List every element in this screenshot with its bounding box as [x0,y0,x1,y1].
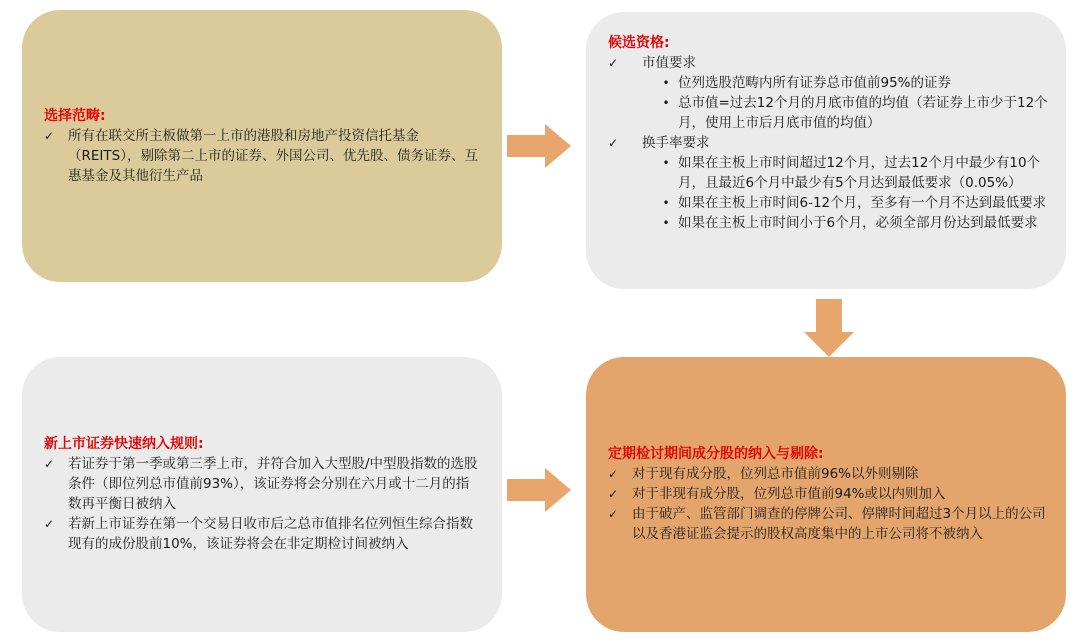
mv-bullet [608,93,1050,133]
scope-title: 选择范畴: [44,107,106,124]
mv-label: 市值要求 [642,55,696,71]
review-item [608,504,1048,544]
check-icon: ✓ [44,517,55,531]
check-icon: ✓ [608,467,619,481]
review-box [586,357,1066,632]
turnover-label: 换手率要求 [642,135,710,151]
check-icon: ✓ [44,128,55,143]
bullet-icon: • [662,96,670,110]
check-icon: ✓ [608,56,619,70]
arrow-right-icon [507,468,571,512]
check-icon: ✓ [44,457,55,471]
turnover-bullet-text: 如果在主板上市时间6-12个月，至多有一个月不达到最低要求 [678,195,1047,211]
review-item-text: 由于破产、监管部门调查的停牌公司、停牌时间超过3个月以上的公司以及香港证监会提示的股权高度集中的上市公司将不被纳入 [632,506,1046,542]
review-item [608,484,1048,504]
new-listing-title: 新上市证券快速纳入规则: [44,436,204,452]
review-title: 定期检讨期间成分股的纳入与剔除: [608,446,824,462]
turnover-bullet-text: 如果在主板上市时间超过12个月，过去12个月中最少有10个月，且最近6个月中最少有5个月达到最低要求（0.05%） [678,155,1041,191]
scope-box [22,10,502,282]
new-listing-item [44,514,480,554]
new-listing-item-text: 若证券于第一季或第三季上市，并符合加入大型股/中型股指数的选股条件（即位列总市值前93%），该证券将会分别在六月或十二月的指数再平衡日被纳入 [68,456,478,512]
mv-bullet-text: 位列选股范畴内所有证券总市值前95%的证券 [678,75,952,91]
new-listing-item-text: 若新上市证券在第一个交易日收市后之总市值排名位列恒生综合指数现有的成份股前10%，该证券将会在非定期检讨间被纳入 [68,516,473,552]
check-icon: ✓ [608,136,619,150]
check-icon: ✓ [608,487,619,501]
arrow-down-icon [804,299,854,357]
candidate-box [586,12,1066,289]
bullet-icon: • [662,76,670,90]
review-item-text: 对于非现有成分股，位列总市值前94%或以内则加入 [632,486,946,502]
new-listing-item [44,454,480,514]
review-item [608,464,1048,484]
bullet-icon: • [662,216,670,230]
mv-bullet [608,73,1050,93]
turnover-requirement [608,133,1050,153]
scope-item-text: 所有在联交所主板做第一上市的港股和房地产投资信托基金（REITS），剔除第二上市的证券、外国公司、优先股、债务证券、互惠基金及其他衍生产品 [68,127,478,184]
mv-bullet-text: 总市值=过去12个月的月底市值的均值（若证券上市少于12个月，使用上市后月底市值的均值） [678,95,1048,131]
turnover-bullet [608,193,1050,213]
turnover-bullet-text: 如果在主板上市时间小于6个月，必须全部月份达到最低要求 [678,215,1038,231]
bullet-icon: • [662,196,670,210]
scope-item [44,126,480,186]
new-listing-box [22,357,502,632]
bullet-icon: • [662,156,670,170]
mv-requirement [608,53,1050,73]
review-item-text: 对于现有成分股，位列总市值前96%以外则剔除 [632,466,919,482]
turnover-bullet [608,213,1050,233]
arrow-right-icon [507,124,571,168]
turnover-bullet [608,153,1050,193]
check-icon: ✓ [608,507,619,521]
candidate-title: 候选资格: [608,35,670,51]
